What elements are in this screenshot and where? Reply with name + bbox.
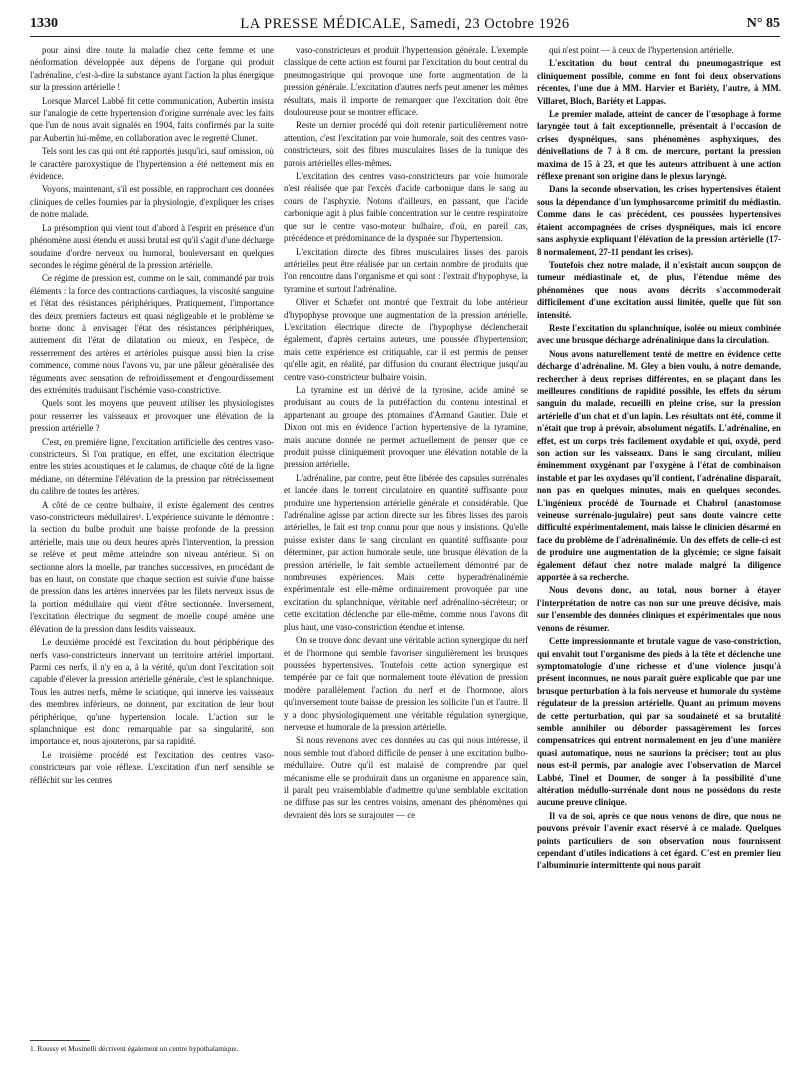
- journal-title: LA PRESSE MÉDICALE, Samedi, 23 Octobre 1926: [240, 16, 570, 32]
- column-1: [30, 44, 274, 787]
- header-rule: [30, 36, 780, 37]
- paragraph: On se trouve donc devant une véritable action synergique du nerf et de l'hormone qui semble favoriser singulièrement les brusques poussées hypertensives. Toutefois cette action synergique est tempérée par ce fait que normalement toute élévation de pression modère parallèlement l'action du nerf et de l'hormone, alors qu'inversement toute baisse de pression les sollicite l'un et l'autre. Il y a donc physiologiquement une véritable régulation synergique, nerveuse et humorale de la pression artérielle.: [284, 635, 528, 732]
- footnote-rule: [30, 1040, 90, 1041]
- issue-number: N° 85: [746, 16, 780, 31]
- footnote: 1. Roussy et Mosinelli décrivent également un centre hypothalamique.: [30, 1044, 239, 1053]
- paragraph: Le premier malade, atteint de cancer de l'œsophage à forme laryngée tout à fait exceptionnelle, présentait à l'occasion de crises dyspnéiques, sans phénomènes asphyxiques, des dénivellations de 7 à 8 cm. de mercure, portant la pression maxima de 15 à 23, et que les auteurs attribuent à une action réflexe prenant son origine dans le plexus laryngé.: [537, 109, 781, 182]
- paragraph: Nous avons naturellement tenté de mettre en évidence cette décharge d'adrénaline. M. Gley a bien voulu, à notre demande, rechercher à deux reprises différentes, en se plaçant dans les meilleures conditions de rapidité possible, les effets du sérum sanguin du malade, recueilli en pleine crise, sur la pression artérielle d'un chat et d'un lapin. Les résultats ont été, comme il n'était que trop à prévoir, absolument négatifs. L'adrénaline, en effet, est un corps très facilement oxydable et qui, oxydé, perd son action sur les vaisseaux. Dans le sang circulant, milieu éminemment oxygénant par l'oxygène à l'état de combinaison instable et par les oxydases qu'il contient, l'adrénaline disparaît, non pas en quelques minutes, mais en quelques secondes. L'ingénieux procédé de Tournade et Chabrol (anastomose veineuse surrénalo-jugulaire) peut sans doute vaincre cette difficulté expérimentalement, mais laisse le clinicien désarmé en face du problème de l'adrénalinémie. Un des effets de celle-ci est de produire une augmentation de la glycémie; ce signe faisait également défaut chez notre malade malgré la diligence apportée à sa recherche.: [537, 348, 781, 583]
- paragraph: Il va de soi, après ce que nous venons de dire, que nous ne pouvons prévoir l'avenir exact réservé à ce malade. Quelques points particuliers de son observation nous fournissent cependant d'utiles indications à cet égard. C'est en premier lieu l'albuminurie intermittente qui nous paraît: [537, 810, 781, 871]
- paragraph: Lorsque Marcel Labbé fit cette communication, Aubertin insista sur l'analogie de cette hypertension d'origine surrénale avec les faits que l'un de nous avait signalés en 1904, faits confirmés par la suite par Aubertin lui-même, en collaboration avec le regretté Clunet.: [30, 95, 274, 143]
- paragraph: L'excitation directe des fibres musculaires lisses des parois artérielles peut être réalisée par un certain nombre de produits que l'on rencontre dans l'organisme et qui sont : l'extrait d'hypophyse, la tyramine et surtout l'adrénaline.: [284, 246, 528, 294]
- paragraph: Le troisième procédé est l'excitation des centres vaso-constricteurs par voie réflexe. L'excitation d'un nerf sensible se réfléchit sur les centres: [30, 749, 274, 785]
- paragraph: Oliver et Schæfer ont montré que l'extrait du lobe antérieur d'hypophyse provoque une augmentation de la pression artérielle. L'excitation électrique directe de l'hypophyse déclencherait également, d'après certains auteurs, une poussée d'hypertension; mais cette expérience est critiquable, car il est permis de penser qu'elle agit, en réalité, par diffusion du courant électrique jusqu'au centre vaso-constricteur bulbaire voisin.: [284, 297, 528, 382]
- paragraph: qui n'est point — à ceux de l'hypertension artérielle.: [549, 45, 734, 55]
- page-header: [30, 14, 780, 36]
- paragraph: Dans la seconde observation, les crises hypertensives étaient sous la dépendance d'un lymphosarcome primitif du médiastin. Comme dans le cas précédent, ces poussées hypertensives étaient accompagnées de crises dyspnéiques, mais ici encore sans asphyxie expliquant l'élévation de la pression artérielle (17-8 normalement, 27-11 pendant les crises).: [537, 184, 781, 257]
- paragraph: Si nous revenons avec ces données au cas qui nous intéresse, il nous semble tout d'abord difficile de penser à une excitation bulbo-médullaire. Outre qu'il est malaisé de comprendre par quel mécanisme elle se produirait dans un organisme en apparence sain, il paraît peu vraisemblable d'admettre qu'une semblable excitation ne diffuse pas sur les centres voisins, amenant des phénomènes qui devraient dès lors se surajouter — ce: [284, 735, 528, 820]
- paragraph: Nous devons donc, au total, nous borner à étayer l'interprétation de notre cas non sur une preuve décisive, mais sur l'ensemble des données cliniques et expérimentales que nous venons de résumer.: [537, 585, 781, 633]
- page-number: 1330: [30, 16, 58, 31]
- column-2: [284, 44, 528, 822]
- column-3: [537, 44, 781, 873]
- paragraph: La présomption qui vient tout d'abord à l'esprit en présence d'un phénomène aussi étendu et aussi brutal est qu'il s'agit d'une décharge soudaine d'ordre nerveux ou humoral, bouleversant en quelques secondes le régime général de la pression artérielle.: [30, 222, 274, 270]
- paragraph: Voyons, maintenant, s'il est possible, en rapprochant ces données cliniques de celles fournies par la physiologie, d'expliquer les crises de notre malade.: [30, 184, 274, 220]
- paragraph: Le deuxième procédé est l'excitation du bout périphérique des nerfs vaso-constricteurs innervant un territoire artériel important. Parmi ces nerfs, il n'y en a, à la vérité, qu'un dont l'excitation soit capable d'élever la pression artérielle générale, c'est le splanchnique. Tous les autres nerfs, même le sciatique, qui innerve les vaisseaux des membres inférieurs, ne donnent, par excitation de leur bout périphérique, qu'une hypertension locale. L'action sur le splanchnique est donc remarquable par sa singularité, son importance et, nous ajouterons, par sa rapidité.: [30, 637, 274, 747]
- paragraph: Ce régime de pression est, comme on le sait, commandé par trois éléments : la force des contractions cardiaques, la viscosité sanguine et l'état des résistances périphériques. Pratiquement, l'importance des deux premiers facteurs est quasi négligeable et le problème se borne donc à envisager l'état des résistances périphériques, autrement dit l'état de dilatation ou mieux, en l'espèce, de resserrement des artères et artérioles puisque aussi bien la crise commence, comme nous l'avons vu, par une pâleur généralisée des téguments avec sensation de refroidissement et d'engourdissement des extrémités traduisant l'ischémie vaso-constrictive.: [30, 273, 274, 395]
- paragraph: vaso-constricteurs et produit l'hypertension générale. L'exemple classique de cette action est fourni par l'excitation du bout central du pneumogastrique qui provoque une forte augmentation de la pression générale. L'excitation d'autres nerfs peut amener les mêmes résultats, mais il importe de remarquer que l'excitation doit être douloureuse pour se montrer efficace.: [284, 45, 528, 118]
- paragraph: La tyramine est un dérivé de la tyrosine, acide aminé se produisant au cours de la putréfaction du contenu intestinal et appartenant au groupe des ptomaïnes d'Armand Gautier. Dale et Dixon ont mis en évidence l'action hypertensive de la tyramine, mais aucune donnée ne permet actuellement de penser que ce produit puisse cliniquement provoquer une élévation notable de la pression artérielle.: [284, 384, 528, 470]
- paragraph: L'excitation des centres vaso-constricteurs par voie humorale n'est réalisée que par l'excès d'acide carbonique dans le sang au cours de l'asphyxie. Notons d'ailleurs, en passant, que l'acide carbonique agit à plus faible concentration sur le centre respiratoire que sur le centre vaso-moteur bulbaire, d'où, en pareil cas, précédence et prédominance de la dyspnée sur l'hypertension.: [284, 171, 528, 244]
- paragraph: Cette impressionnante et brutale vague de vaso-constriction, qui envahit tout l'organisme des pieds à la tête et déclenche une symptomatologie d'une richesse et d'une violence jusqu'à présent inconnues, ne nous paraît guère explicable que par une brusque perturbation à la fois nerveuse et humorale du système régulateur de la pression artérielle. Quant au primum movens de cette perturbation, qui par sa soudaineté et sa brutalité semble annihiler ou déborder passagèrement les forces compensatrices qui entrent normalement en jeu d'une manière quasi automatique, nous ne saurions la préciser; tout au plus nous est-il permis, par analogie avec l'observation de Marcel Labbé, Tinel et Doumer, de songer à la possibilité d'une altération médullo-surrénale dont nous ne possédons du reste aucune preuve clinique.: [537, 636, 781, 808]
- paragraph: Toutefois chez notre malade, il n'existait aucun soupçon de tumeur médiastinale et, de plus, l'étendue même des phénomènes que nous avons décrits s'accommoderait difficilement d'une excitation aussi limitée, quelle que fût son intensité.: [537, 259, 781, 320]
- paragraph: Reste un dernier procédé qui doit retenir particulièrement notre attention, c'est l'excitation par voie humorale, soit des centres vaso-constricteurs, soit des fibres musculaires lisses de la tunique des parois artérielles elles-mêmes.: [284, 120, 528, 168]
- paragraph: A côté de ce centre bulbaire, il existe également des centres vaso-constricteurs médullaires¹. L'expérience suivante le démontre : la section du bulbe produit une baisse profonde de la pression artérielle, mais une ou deux heures après l'intervention, la pression se relève et peut même atteindre son niveau antérieur. Si on sectionne alors la moelle, par tranches successives, en procédant de bas en haut, on constate que chaque section est suivie d'une baisse de pression dans les artères innervées par les filets nerveux issus de la portion médullaire qui vient d'être sectionnée. Inversement, l'excitation électrique du segment de moelle coupé amène une élévation de la pression dans lesdits vaisseaux.: [30, 499, 274, 634]
- paragraph: Quels sont les moyens que peuvent utiliser les physiologistes pour resserrer les vaisseaux et provoquer une élévation de la pression artérielle ?: [30, 398, 274, 434]
- paragraph: Tels sont les cas qui ont été rapportés jusqu'ici, sauf omission, où le caractère paroxystique de l'hypertension a été nettement mis en évidence.: [30, 146, 274, 182]
- paragraph: pour ainsi dire toute la maladie chez cette femme et une néoformation développée aux dépens de l'organe qui produit l'adrénaline, c'est-à-dire la substance ayant l'action la plus énergique sur la pression artérielle !: [30, 45, 274, 93]
- paragraph: C'est, en première ligne, l'excitation artificielle des centres vaso-constricteurs. Si l'on pratique, en effet, une excitation électrique entre les stries acoustiques et le calamus, de chaque côté de la ligne médiane, on détermine l'élévation de la pression par rétrécissement du calibre de toutes les artères.: [30, 436, 274, 497]
- paragraph: L'adrénaline, par contre, peut être libérée des capsules surrénales et lancée dans le torrent circulatoire en quantité suffisante pour produire une hypertension artérielle générale et considérable. Que l'adrénaline agisse par action directe sur les fibres lisses des parois artérielles, le fait est trop connu pour que nous y insistions. Qu'elle puisse exister dans le sang circulant en quantité suffisante pour déterminer, par action humorale seule, une brusque élévation de la pression artérielle, le fait semble actuellement démontré par de nombreuses expériences. Mais cette hyperadrénalinémie expérimentale est elle-même ordinairement provoquée par une excitation du splanchnique, véritable nerf adrénalino-sécréteur; or cette excitation déclenche par elle-même, comme nous l'avons dit plus haut, une vaso-constriction étendue et intense.: [284, 472, 528, 632]
- paragraph: L'excitation du bout central du pneumogastrique est cliniquement possible, comme en font foi deux observations récentes, l'une due à MM. Harvier et Bariéty, l'autre, à MM. Villaret, Bloch, Bariéty et Lappas.: [537, 58, 781, 106]
- paragraph: Reste l'excitation du splanchnique, isolée ou mieux combinée avec une brusque décharge adrénalinique dans la circulation.: [537, 322, 781, 346]
